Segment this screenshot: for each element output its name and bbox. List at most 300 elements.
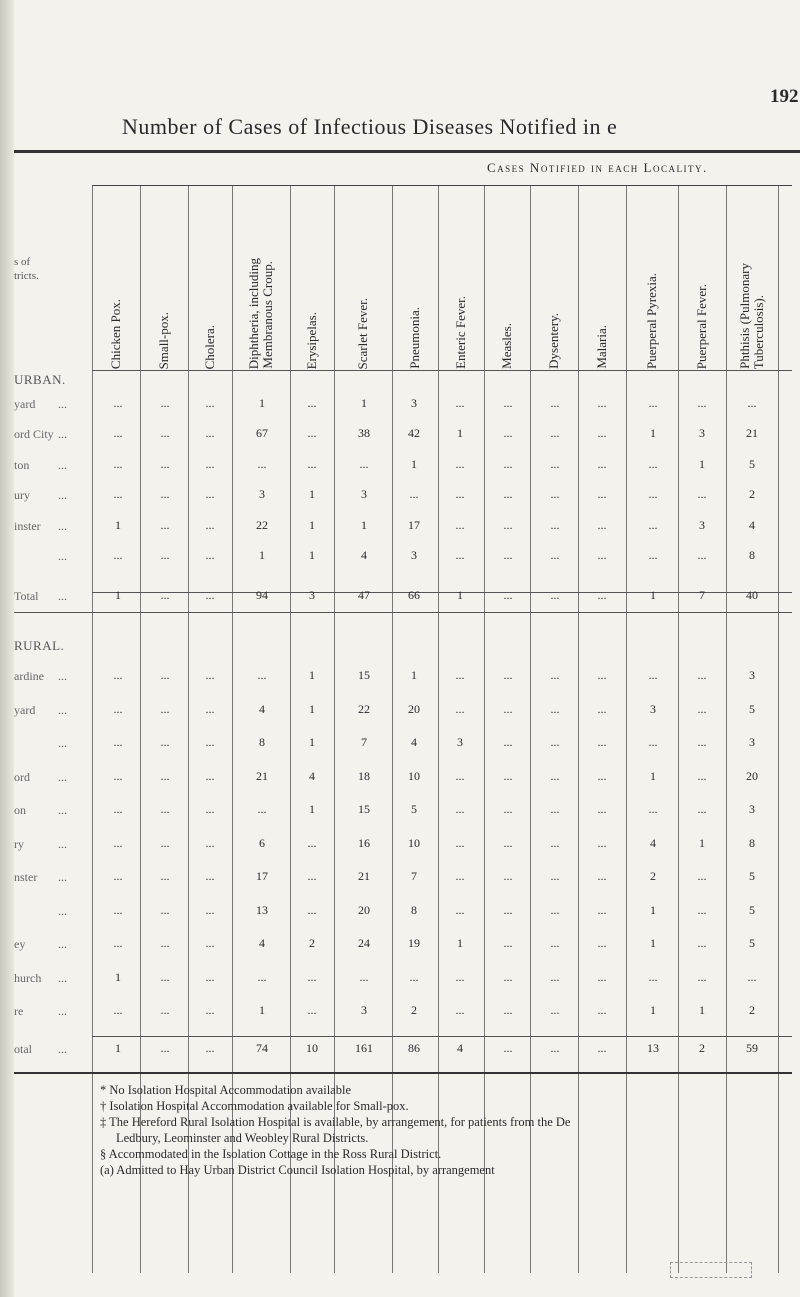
total-top-rule bbox=[92, 1036, 792, 1037]
table-row-cell: ... bbox=[550, 701, 560, 716]
table-row-cell: ... bbox=[648, 396, 658, 410]
footnote: (a) Admitted to Hay Urban District Council Isolation Hospital, by arrangement bbox=[100, 1163, 495, 1177]
table-row-cell: ... bbox=[597, 396, 607, 410]
column-header-text: Enteric Fever. bbox=[453, 296, 468, 369]
table-row-cell: ... bbox=[503, 487, 513, 502]
table-row-cell: ... bbox=[503, 936, 513, 950]
table-row-label: yard bbox=[14, 397, 36, 411]
column-header bbox=[140, 197, 188, 369]
table-row-cell: 1 bbox=[259, 548, 265, 562]
table-row-cell: ... bbox=[503, 456, 513, 471]
table-row-cell: ... bbox=[648, 517, 658, 532]
table-row-cell: ... bbox=[697, 548, 707, 562]
table-row-cell: ... bbox=[113, 668, 123, 682]
table-row-cell: 1 bbox=[650, 936, 656, 950]
total-row-cell: ... bbox=[503, 1041, 513, 1055]
top-rule bbox=[14, 150, 800, 153]
table-row-cell: ... bbox=[455, 517, 465, 532]
table-row-cell: ... bbox=[503, 735, 513, 749]
table-row-cell: ... bbox=[455, 668, 465, 682]
table-row-cell: ... bbox=[597, 969, 607, 984]
table-row-cell: 21 bbox=[358, 869, 370, 883]
total-row-cell: ... bbox=[503, 588, 513, 602]
table-row-cell: ... bbox=[455, 768, 465, 783]
table-row-cell: 1 bbox=[361, 396, 367, 410]
table-row-cell: 1 bbox=[309, 517, 315, 532]
column-divider bbox=[778, 186, 779, 1273]
table-row-cell: ... bbox=[550, 802, 560, 816]
table-row-cell: 3 bbox=[457, 735, 463, 749]
table-row-cell: ... bbox=[160, 668, 170, 682]
column-header bbox=[626, 197, 678, 369]
column-divider bbox=[726, 186, 727, 1273]
table-row-label: ry bbox=[14, 836, 24, 851]
total-row-label: Total bbox=[14, 589, 39, 603]
table-row-cell: ... bbox=[503, 902, 513, 917]
table-row-cell: 1 bbox=[699, 1003, 705, 1017]
table-row-cell: ... bbox=[550, 487, 560, 502]
table-row-cell: ... bbox=[697, 701, 707, 716]
table-row-cell: 4 bbox=[309, 768, 315, 783]
table-row-cell: ... bbox=[205, 668, 215, 682]
total-row-cell: ... bbox=[597, 588, 607, 602]
table-row-cell: 17 bbox=[256, 869, 268, 883]
table-row-cell: ... bbox=[550, 936, 560, 950]
total-row-cell: 2 bbox=[699, 1041, 705, 1055]
table-row-cell: ... bbox=[160, 456, 170, 471]
table-row-cell: 38 bbox=[358, 426, 370, 441]
table-row-cell: 17 bbox=[408, 517, 420, 532]
table-row-cell: 5 bbox=[749, 936, 755, 950]
table-row-cell: ... bbox=[307, 835, 317, 850]
table-row-cell: ... bbox=[597, 517, 607, 532]
table-row-cell: ... bbox=[697, 936, 707, 950]
page-binding-edge bbox=[0, 0, 14, 1297]
page-title: Number of Cases of Infectious Diseases Notified in e bbox=[122, 114, 618, 139]
column-header-text: Membranous Croup. bbox=[260, 261, 275, 369]
column-header-text: Scarlet Fever. bbox=[355, 297, 370, 369]
table-row-cell: 1 bbox=[650, 768, 656, 783]
table-row-cell: 20 bbox=[746, 768, 758, 783]
table-row-cell: 1 bbox=[309, 548, 315, 562]
table-row-cell: 1 bbox=[309, 668, 315, 682]
table-row-cell: ... bbox=[307, 869, 317, 883]
table-row-cell: ... bbox=[550, 517, 560, 532]
table-row-cell: ... bbox=[550, 869, 560, 883]
table-row-cell: ... bbox=[160, 396, 170, 410]
table-row-cell: ... bbox=[160, 1003, 170, 1017]
total-row-cell: 10 bbox=[306, 1041, 318, 1055]
table-row-cell: ... bbox=[503, 426, 513, 441]
column-header bbox=[726, 197, 778, 369]
table-row-cell: ... bbox=[113, 487, 123, 502]
column-header bbox=[290, 197, 334, 369]
table-row-dots: ... bbox=[58, 669, 67, 683]
table-row-cell: ... bbox=[113, 735, 123, 749]
table-row-dots: ... bbox=[58, 970, 67, 985]
total-row-cell: 1 bbox=[457, 588, 463, 602]
table-row-cell: ... bbox=[550, 426, 560, 441]
total-row-cell: 86 bbox=[408, 1041, 420, 1055]
table-row-cell: ... bbox=[597, 869, 607, 883]
table-row-cell: 3 bbox=[361, 487, 367, 502]
table-row-cell: ... bbox=[503, 701, 513, 716]
table-row-cell: ... bbox=[648, 548, 658, 562]
header-bottom-rule bbox=[92, 370, 792, 371]
table-row-cell: 5 bbox=[749, 869, 755, 883]
table-row-cell: ... bbox=[113, 802, 123, 816]
total-row-cell: 59 bbox=[746, 1041, 758, 1055]
table-row-cell: 1 bbox=[309, 802, 315, 816]
table-row-cell: 1 bbox=[650, 426, 656, 441]
table-row-label: yard bbox=[14, 702, 36, 717]
column-divider bbox=[438, 186, 439, 1273]
table-row-cell: ... bbox=[503, 835, 513, 850]
table-row-cell: ... bbox=[205, 426, 215, 441]
table-row-cell: 4 bbox=[749, 517, 755, 532]
table-row-cell: 3 bbox=[749, 802, 755, 816]
table-row-cell: ... bbox=[597, 668, 607, 682]
column-header bbox=[530, 197, 578, 369]
table-row-cell: ... bbox=[648, 802, 658, 816]
table-row-cell: ... bbox=[597, 936, 607, 950]
table-row-label: ord City bbox=[14, 427, 54, 442]
table-row-cell: ... bbox=[550, 396, 560, 410]
table-row-cell: ... bbox=[597, 735, 607, 749]
total-row-cell: ... bbox=[550, 1041, 560, 1055]
table-row-dots: ... bbox=[58, 518, 67, 533]
table-row-cell: 19 bbox=[408, 936, 420, 950]
table-row-dots: ... bbox=[58, 937, 67, 951]
table-row-cell: 24 bbox=[358, 936, 370, 950]
table-row-cell: ... bbox=[550, 768, 560, 783]
table-row-cell: ... bbox=[113, 936, 123, 950]
table-row-cell: ... bbox=[648, 668, 658, 682]
column-header bbox=[188, 197, 232, 369]
table-row-cell: 6 bbox=[259, 835, 265, 850]
table-row-cell: ... bbox=[307, 426, 317, 441]
table-row-cell: 5 bbox=[749, 701, 755, 716]
column-header bbox=[678, 197, 726, 369]
table-row-cell: ... bbox=[257, 802, 267, 816]
table-row-cell: ... bbox=[550, 735, 560, 749]
table-row-cell: 22 bbox=[358, 701, 370, 716]
table-row-cell: ... bbox=[113, 548, 123, 562]
footnote: * No Isolation Hospital Accommodation available bbox=[100, 1083, 351, 1097]
table-row-cell: ... bbox=[503, 802, 513, 816]
column-header-text: Tuberculosis). bbox=[751, 294, 766, 369]
table-row-cell: ... bbox=[113, 869, 123, 883]
table-row-cell: ... bbox=[205, 701, 215, 716]
total-row-cell: 13 bbox=[647, 1041, 659, 1055]
table-row-cell: ... bbox=[455, 1003, 465, 1017]
column-header-text: Malaria. bbox=[594, 325, 609, 369]
table-row-cell: ... bbox=[503, 768, 513, 783]
table-row-cell: 1 bbox=[115, 969, 121, 984]
table-row-cell: ... bbox=[550, 456, 560, 471]
column-header-text: Diphtheria, including bbox=[246, 257, 261, 369]
table-row-cell: ... bbox=[307, 902, 317, 917]
table-row-cell: ... bbox=[503, 517, 513, 532]
column-header-text: Dysentery. bbox=[546, 313, 561, 369]
column-header bbox=[438, 197, 484, 369]
footnote: § Accommodated in the Isolation Cottage in the Ross Rural District. bbox=[100, 1147, 442, 1161]
table-row-cell: ... bbox=[205, 768, 215, 783]
table-row-cell: ... bbox=[697, 869, 707, 883]
table-row-dots: ... bbox=[58, 736, 67, 750]
table-row-cell: ... bbox=[307, 1003, 317, 1017]
column-header-text: Chicken Pox. bbox=[108, 298, 123, 369]
table-row-cell: ... bbox=[160, 735, 170, 749]
table-row-cell: ... bbox=[160, 902, 170, 917]
table-row-cell: 1 bbox=[309, 735, 315, 749]
table-row-cell: ... bbox=[697, 668, 707, 682]
table-row-cell: ... bbox=[747, 969, 757, 984]
table-row-cell: ... bbox=[648, 969, 658, 984]
table-row-dots: ... bbox=[58, 549, 67, 563]
table-row-cell: 7 bbox=[411, 869, 417, 883]
table-row-cell: 13 bbox=[256, 902, 268, 917]
table-row-cell: ... bbox=[455, 902, 465, 917]
section-title: RURAL. bbox=[14, 638, 65, 653]
table-row-cell: ... bbox=[160, 835, 170, 850]
table-row-cell: 1 bbox=[699, 456, 705, 471]
year-fragment: 192 bbox=[770, 86, 799, 107]
table-row-label: ardine bbox=[14, 669, 44, 683]
table-row-cell: ... bbox=[307, 456, 317, 471]
table-row-cell: ... bbox=[359, 456, 369, 471]
table-row-dots: ... bbox=[58, 488, 67, 503]
table-row-cell: ... bbox=[697, 396, 707, 410]
total-row-cell: 66 bbox=[408, 588, 420, 602]
table-row-cell: 8 bbox=[749, 835, 755, 850]
table-row-cell: ... bbox=[455, 396, 465, 410]
table-row-cell: ... bbox=[205, 1003, 215, 1017]
stub-header-line-2: tricts. bbox=[14, 270, 39, 282]
footnote: Ledbury, Leominster and Weobley Rural Districts. bbox=[116, 1131, 369, 1145]
table-row-cell: ... bbox=[503, 969, 513, 984]
table-row-cell: 1 bbox=[309, 487, 315, 502]
total-row-label: otal bbox=[14, 1042, 32, 1056]
table-row-cell: 3 bbox=[411, 548, 417, 562]
table-row-cell: ... bbox=[648, 735, 658, 749]
column-header bbox=[392, 197, 438, 369]
table-row-label: ton bbox=[14, 457, 30, 472]
total-row-cell: ... bbox=[597, 1041, 607, 1055]
table-row-label: ord bbox=[14, 769, 30, 784]
table-row-cell: ... bbox=[455, 869, 465, 883]
table-row-cell: ... bbox=[597, 456, 607, 471]
total-row-cell: 94 bbox=[256, 588, 268, 602]
table-row-cell: ... bbox=[205, 802, 215, 816]
table-row-cell: ... bbox=[113, 1003, 123, 1017]
table-row-cell: 20 bbox=[358, 902, 370, 917]
table-row-cell: 21 bbox=[746, 426, 758, 441]
total-row-cell: ... bbox=[550, 588, 560, 602]
table-row-cell: 18 bbox=[358, 768, 370, 783]
table-row-cell: ... bbox=[597, 548, 607, 562]
table-row-cell: ... bbox=[113, 835, 123, 850]
total-bottom-rule bbox=[14, 1072, 792, 1074]
header-rule bbox=[92, 185, 792, 186]
table-row-cell: ... bbox=[550, 902, 560, 917]
archive-stamp bbox=[670, 1262, 752, 1278]
table-row-label: ury bbox=[14, 488, 30, 503]
column-divider bbox=[626, 186, 627, 1273]
table-row-dots: ... bbox=[58, 1004, 67, 1018]
total-row-cell: ... bbox=[205, 1041, 215, 1055]
table-row-cell: 1 bbox=[259, 396, 265, 410]
table-row-cell: ... bbox=[550, 835, 560, 850]
column-header bbox=[578, 197, 626, 369]
table-row-cell: 3 bbox=[361, 1003, 367, 1017]
table-row-cell: 22 bbox=[256, 517, 268, 532]
table-row-cell: ... bbox=[205, 396, 215, 410]
table-row-cell: 4 bbox=[650, 835, 656, 850]
table-row-cell: ... bbox=[597, 902, 607, 917]
table-row-cell: ... bbox=[113, 701, 123, 716]
column-header bbox=[484, 197, 530, 369]
total-row-cell: 1 bbox=[115, 588, 121, 602]
total-row-cell: ... bbox=[205, 588, 215, 602]
table-row-cell: ... bbox=[257, 668, 267, 682]
table-row-cell: 15 bbox=[358, 668, 370, 682]
table-row-cell: ... bbox=[455, 701, 465, 716]
table-row-cell: 8 bbox=[411, 902, 417, 917]
table-row-dots: ... bbox=[58, 769, 67, 784]
column-header bbox=[334, 197, 392, 369]
table-row-cell: ... bbox=[205, 487, 215, 502]
total-row-cell: 161 bbox=[355, 1041, 373, 1055]
table-row-cell: ... bbox=[205, 835, 215, 850]
table-row-cell: ... bbox=[597, 426, 607, 441]
table-row-label: on bbox=[14, 803, 26, 817]
table-row-cell: 21 bbox=[256, 768, 268, 783]
table-row-cell: 1 bbox=[309, 701, 315, 716]
column-header-text: Cholera. bbox=[202, 324, 217, 369]
column-divider bbox=[678, 186, 679, 1273]
table-row-cell: 1 bbox=[699, 835, 705, 850]
total-row-cell: 4 bbox=[457, 1041, 463, 1055]
table-row-cell: 2 bbox=[309, 936, 315, 950]
footnote: † Isolation Hospital Accommodation available for Small-pox. bbox=[100, 1099, 409, 1113]
table-row-cell: 4 bbox=[361, 548, 367, 562]
footnote: ‡ The Hereford Rural Isolation Hospital is available, by arrangement, for patients from the De bbox=[100, 1115, 571, 1129]
table-row-cell: 16 bbox=[358, 835, 370, 850]
table-row-cell: 20 bbox=[408, 701, 420, 716]
table-row-cell: 1 bbox=[115, 517, 121, 532]
table-row-dots: ... bbox=[58, 397, 67, 411]
table-row-label: inster bbox=[14, 518, 41, 533]
table-row-dots: ... bbox=[58, 803, 67, 817]
table-row-cell: ... bbox=[205, 548, 215, 562]
table-row-cell: 10 bbox=[408, 835, 420, 850]
table-row-cell: 1 bbox=[411, 456, 417, 471]
table-row-cell: ... bbox=[113, 456, 123, 471]
table-row-cell: 1 bbox=[361, 517, 367, 532]
table-row-cell: ... bbox=[205, 936, 215, 950]
table-row-cell: ... bbox=[205, 969, 215, 984]
table-row-cell: 3 bbox=[411, 396, 417, 410]
table-row-label: ey bbox=[14, 937, 26, 951]
table-row-cell: ... bbox=[597, 701, 607, 716]
total-row-dots: ... bbox=[58, 1042, 67, 1056]
table-row-cell: ... bbox=[113, 768, 123, 783]
table-row-cell: 1 bbox=[411, 668, 417, 682]
table-row-cell: 3 bbox=[650, 701, 656, 716]
table-row-cell: 3 bbox=[749, 735, 755, 749]
table-row-cell: ... bbox=[503, 668, 513, 682]
table-row-cell: ... bbox=[307, 969, 317, 984]
total-row-cell: 40 bbox=[746, 588, 758, 602]
table-row-cell: ... bbox=[257, 456, 267, 471]
table-row-cell: ... bbox=[648, 487, 658, 502]
table-row-cell: ... bbox=[697, 969, 707, 984]
total-row-cell: 7 bbox=[699, 588, 705, 602]
table-row-cell: 3 bbox=[699, 426, 705, 441]
table-row-cell: ... bbox=[455, 548, 465, 562]
column-header-text: Puerperal Pyrexia. bbox=[644, 272, 659, 369]
total-row-cell: 3 bbox=[309, 588, 315, 602]
table-row-cell: 7 bbox=[361, 735, 367, 749]
table-row-cell: ... bbox=[747, 396, 757, 410]
table-row-cell: ... bbox=[205, 902, 215, 917]
total-bottom-rule bbox=[14, 612, 792, 613]
table-row-cell: 3 bbox=[699, 517, 705, 532]
table-row-cell: ... bbox=[160, 802, 170, 816]
column-divider bbox=[578, 186, 579, 1273]
table-row-cell: 1 bbox=[650, 1003, 656, 1017]
table-row-cell: ... bbox=[160, 936, 170, 950]
table-row-cell: ... bbox=[648, 456, 658, 471]
table-row-dots: ... bbox=[58, 457, 67, 472]
table-row-cell: 2 bbox=[411, 1003, 417, 1017]
table-row-cell: ... bbox=[697, 735, 707, 749]
table-row-cell: 5 bbox=[749, 456, 755, 471]
table-row-cell: ... bbox=[257, 969, 267, 984]
table-row-cell: ... bbox=[550, 1003, 560, 1017]
table-row-cell: ... bbox=[697, 902, 707, 917]
column-divider bbox=[92, 186, 93, 1273]
table-row-cell: 3 bbox=[259, 487, 265, 502]
table-row-cell: ... bbox=[160, 487, 170, 502]
table-row-cell: ... bbox=[503, 548, 513, 562]
table-row-cell: 3 bbox=[749, 668, 755, 682]
table-row-cell: 1 bbox=[457, 426, 463, 441]
table-row-cell: 2 bbox=[749, 1003, 755, 1017]
total-row-cell: ... bbox=[160, 588, 170, 602]
total-row-cell: ... bbox=[160, 1041, 170, 1055]
table-row-cell: ... bbox=[409, 487, 419, 502]
table-row-cell: ... bbox=[455, 802, 465, 816]
table-row-cell: ... bbox=[113, 396, 123, 410]
table-row-dots: ... bbox=[58, 903, 67, 918]
table-row-cell: ... bbox=[550, 548, 560, 562]
table-row-cell: ... bbox=[697, 768, 707, 783]
table-row-cell: ... bbox=[160, 768, 170, 783]
table-row-cell: ... bbox=[359, 969, 369, 984]
total-row-cell: 1 bbox=[115, 1041, 121, 1055]
table-row-cell: 42 bbox=[408, 426, 420, 441]
section-title: URBAN. bbox=[14, 372, 66, 387]
table-row-cell: ... bbox=[503, 869, 513, 883]
table-row-cell: ... bbox=[550, 969, 560, 984]
table-row-cell: ... bbox=[307, 396, 317, 410]
total-row-cell: 1 bbox=[650, 588, 656, 602]
table-row-label: hurch bbox=[14, 970, 42, 985]
table-row-label: nster bbox=[14, 870, 38, 884]
column-header bbox=[232, 197, 290, 369]
